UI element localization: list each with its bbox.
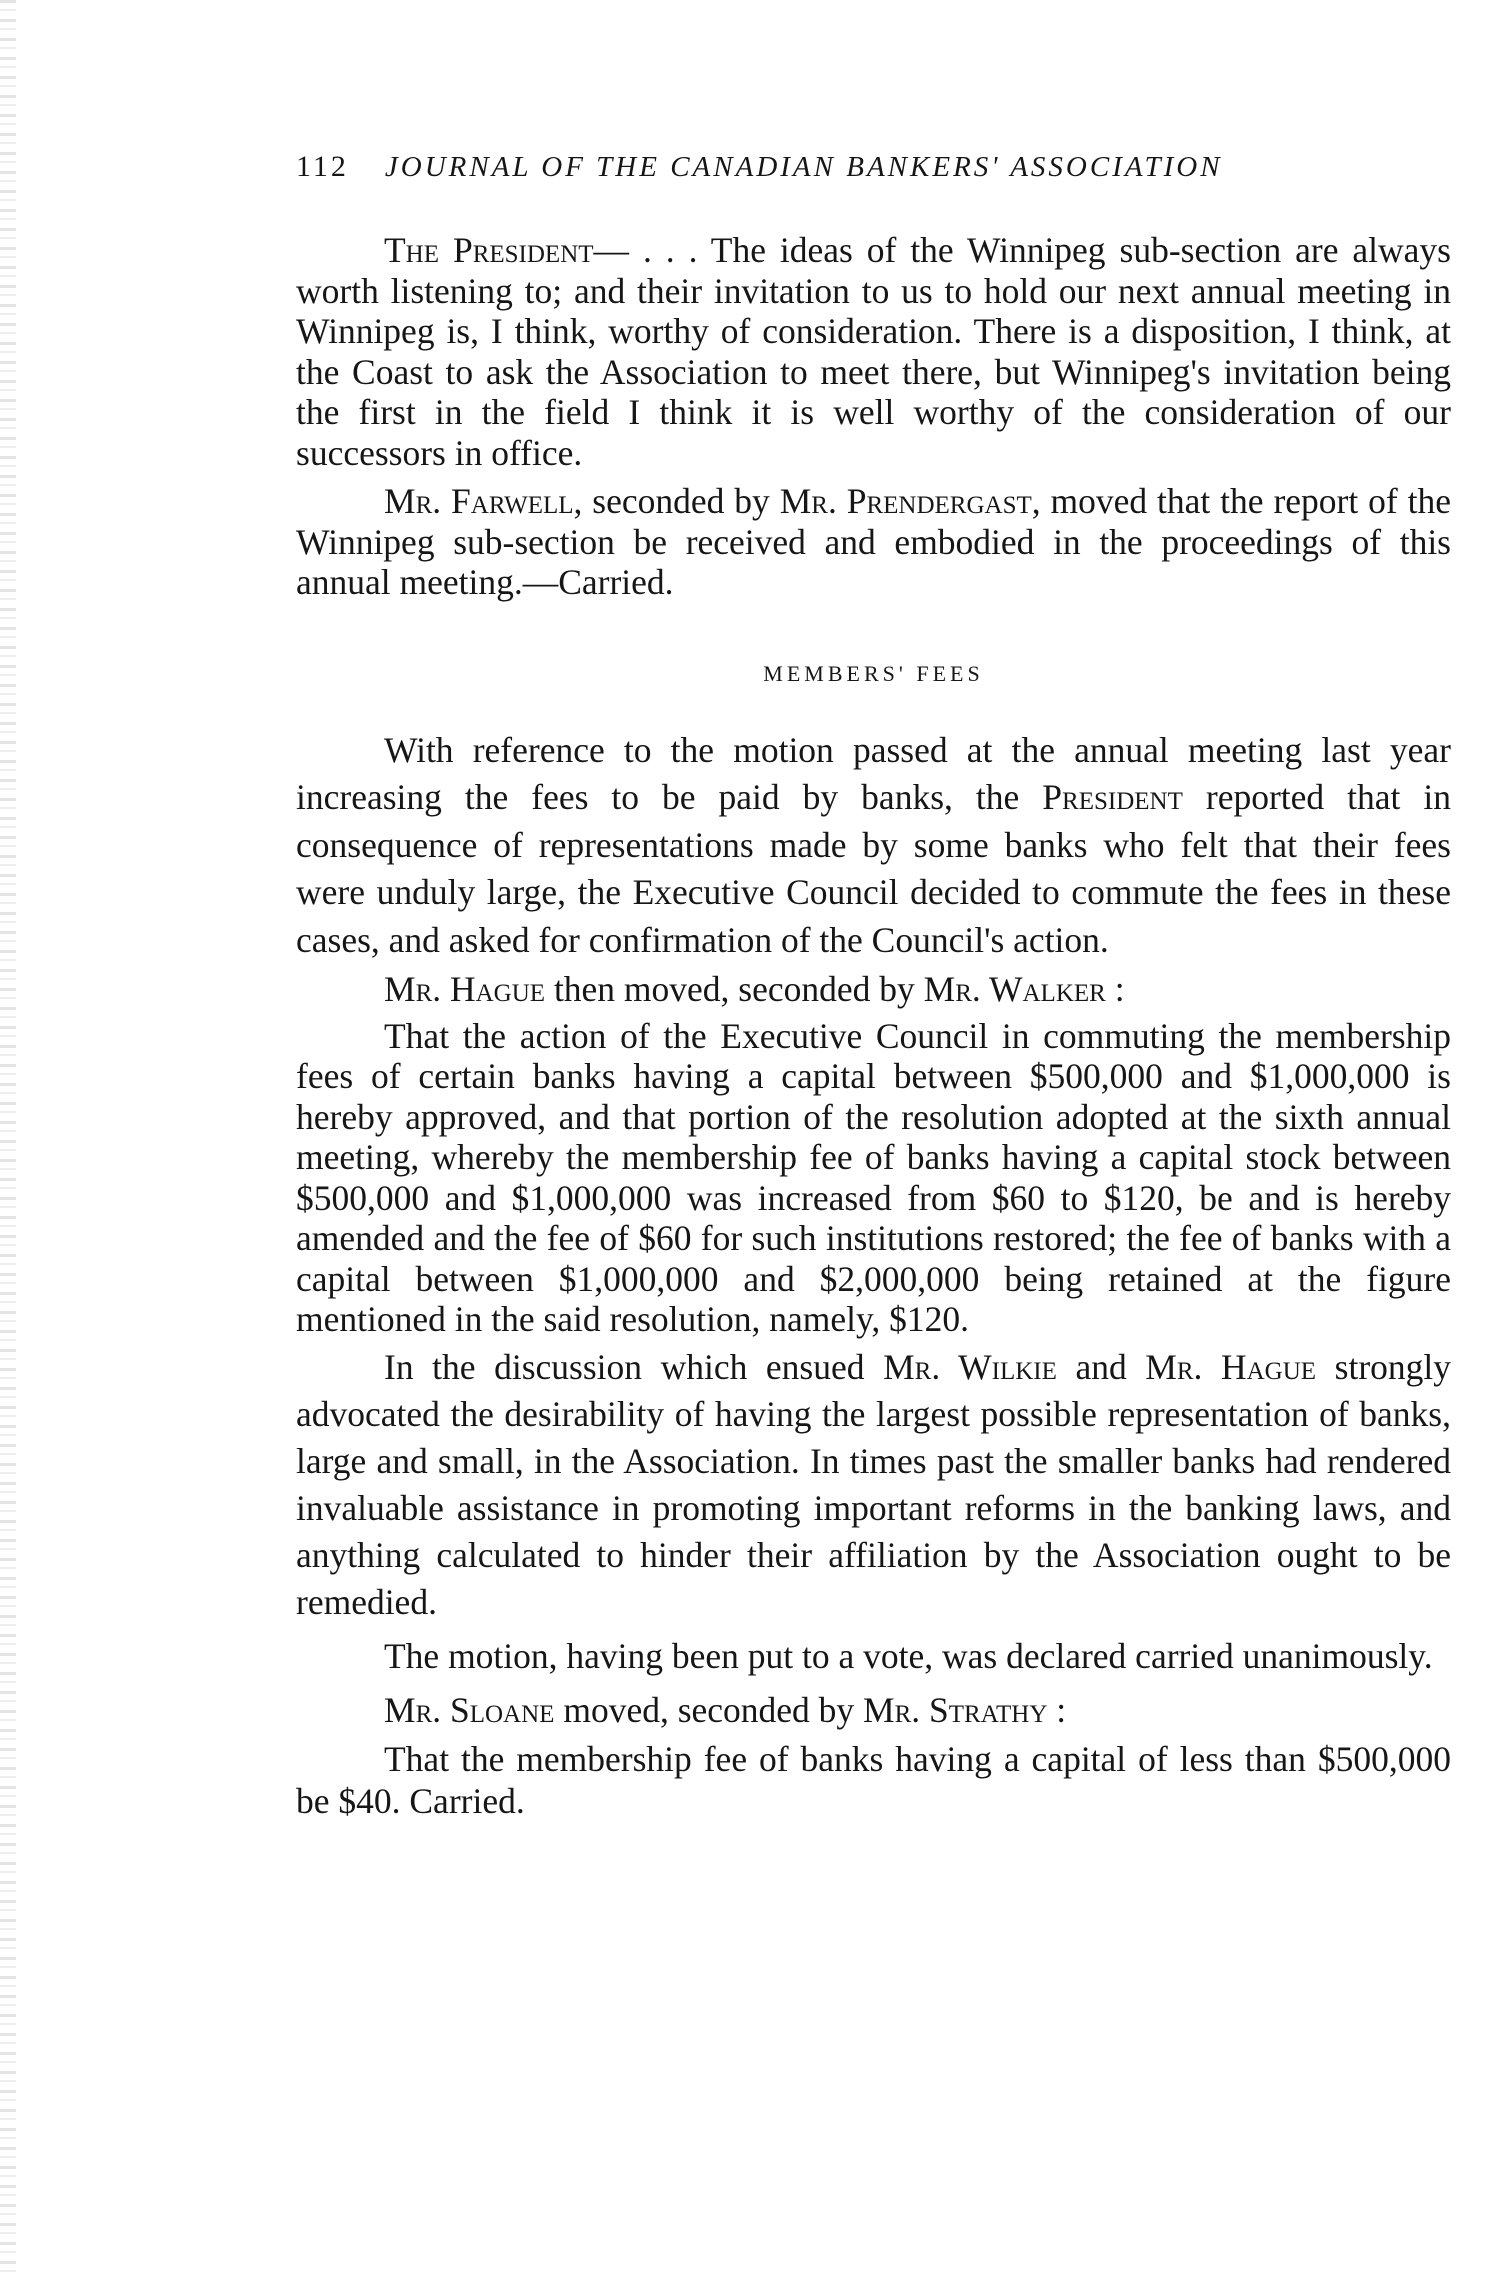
fees-text-end: reported that in consequence of representations made by some banks who felt that their fees were unduly large, the Executive Council decided to commute the fees in these cases, and asked for confirmation of the Council's action. bbox=[296, 777, 1451, 960]
hague-motion-paragraph bbox=[296, 966, 1451, 1014]
farwell-text: , moved that the report of the Winnipeg sub-section be received and embodied in the proceedings of this annual meeting.—Carried. bbox=[296, 481, 1451, 602]
running-head bbox=[296, 150, 1451, 184]
fees-section bbox=[296, 727, 1451, 1014]
discussion-connector: and bbox=[1056, 1346, 1146, 1387]
speaker-name: Mr. Walker bbox=[923, 969, 1106, 1009]
sloane-colon: : bbox=[1047, 1689, 1067, 1730]
fees-paragraph bbox=[296, 727, 1451, 965]
page-content bbox=[296, 150, 1451, 1822]
sloane-motion-paragraph bbox=[296, 1687, 1451, 1734]
farwell-motion-paragraph bbox=[296, 481, 1451, 603]
discussion-section bbox=[296, 1344, 1451, 1734]
president-paragraph bbox=[296, 230, 1451, 473]
hague-connector: then moved, seconded by bbox=[545, 969, 924, 1009]
speaker-name: Mr. Strathy bbox=[863, 1689, 1048, 1730]
scan-margin bbox=[0, 0, 16, 2276]
speaker-name: Mr. Wilkie bbox=[883, 1346, 1057, 1387]
speaker-name: Mr. Sloane bbox=[384, 1689, 555, 1730]
journal-title: JOURNAL OF THE CANADIAN BANKERS' ASSOCIATION bbox=[384, 151, 1223, 183]
page-number: 112 bbox=[296, 150, 349, 183]
speaker-name: Mr. Hague bbox=[1145, 1346, 1317, 1387]
resolution-block bbox=[296, 1016, 1451, 1340]
opening-section bbox=[296, 230, 1451, 603]
fees-text-start: With reference to the motion passed at the annual meeting last year increasing the fees to be paid by banks, the bbox=[296, 729, 1451, 817]
section-heading: MEMBERS' FEES bbox=[763, 660, 984, 686]
hague-colon: : bbox=[1105, 969, 1125, 1009]
sloane-connector: moved, seconded by bbox=[554, 1689, 864, 1730]
president-text: — . . . The ideas of the Winnipeg sub-section are always worth listening to; and their invitation to us to hold our next annual meeting in Winnipeg is, I think, worthy of consideration. There is a disposition, I think, at the Coast to ask the Association to meet there, but Winnipeg's invitation being the first in the field I think it is well worthy of the consideration of our successors in office. bbox=[296, 230, 1451, 473]
speaker-name: President bbox=[1042, 777, 1183, 817]
sloane-resolution-block bbox=[296, 1738, 1451, 1822]
discussion-text-end: strongly advocated the desirability of having the largest possible representation of banks, large and small, in the Association. In times past the smaller banks had rendered invaluable assistance in promoting important reforms in the banking laws, and anything calculated to hinder their affiliation by the Association ought to be remedied. bbox=[296, 1346, 1451, 1622]
sloane-resolution-paragraph: That the membership fee of banks having a capital of less than $500,000 be $40. Carried. bbox=[296, 1738, 1451, 1821]
speaker-name: Mr. Farwell bbox=[384, 481, 574, 521]
speaker-name: The President bbox=[384, 230, 594, 270]
discussion-paragraph bbox=[296, 1344, 1451, 1626]
farwell-connector: , seconded by bbox=[573, 481, 780, 521]
speaker-name: Mr. Hague bbox=[384, 969, 546, 1009]
vote-paragraph: The motion, having been put to a vote, was declared carried unanimously. bbox=[384, 1635, 1433, 1676]
speaker-name: Mr. Prendergast bbox=[779, 481, 1032, 521]
discussion-text-start: In the discussion which ensued bbox=[384, 1346, 884, 1387]
resolution-paragraph: That the action of the Executive Council in commuting the membership fees of certain banks having a capital between $500,000 and $1,000,000 is hereby approved, and that portion of the resolution adopted at the sixth annual meeting, whereby the membership fee of banks having a capital stock between $500,000 and $1,000,000 was increased from $60 to $120, be and is hereby amended and the fee of $60 for such institutions restored; the fee of banks with a capital between $1,000,000 and $2,000,000 being retained at the figure mentioned in the said resolution, namely, $120. bbox=[296, 1015, 1451, 1339]
